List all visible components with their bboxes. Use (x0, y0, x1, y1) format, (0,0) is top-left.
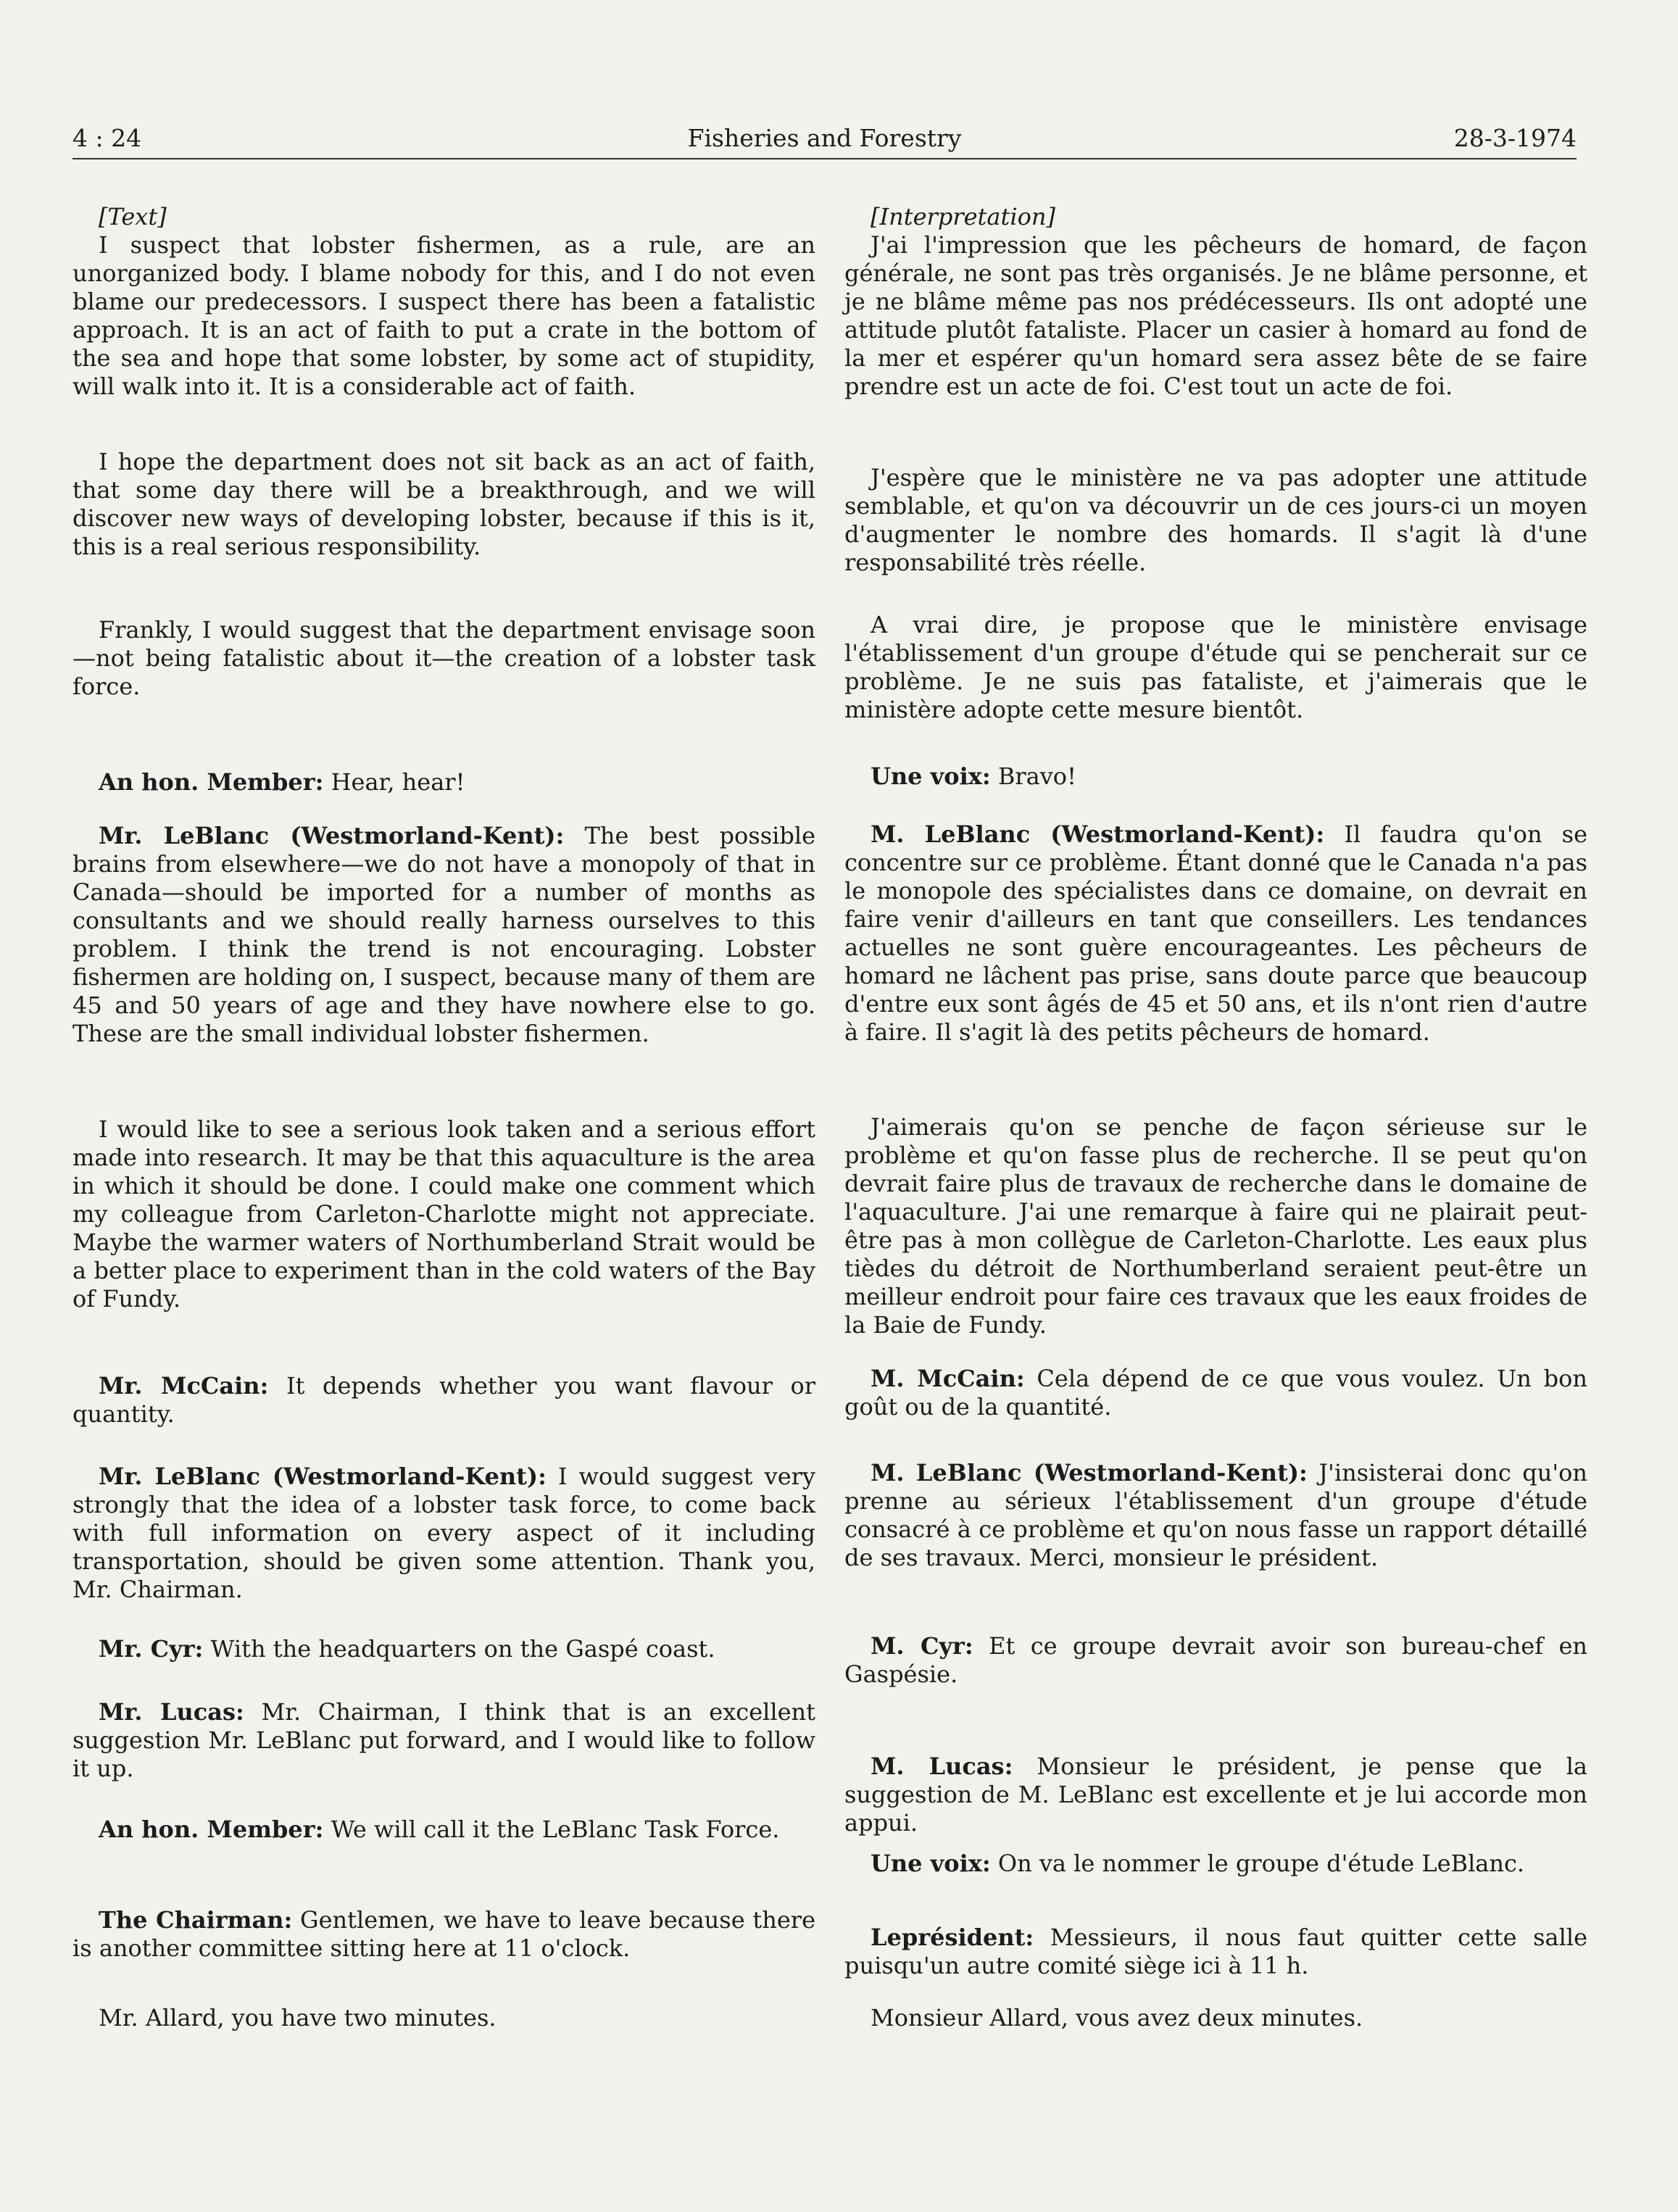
speech-text: The best possible brains from elsewhere—we do not have a monopoly of that in Canada—should be imported for a number of months as consultants and we should really harness ourselves to this problem. I think the trend is not encouraging. Lobster fishermen are holding on, I suspect, because many of them are 45 and 50 years of age and they have nowhere else to go. These are the small individual lobster fishermen. (72, 822, 816, 1047)
speech-block (72, 1698, 815, 1783)
speech-block (72, 1635, 815, 1663)
speaker-name: Mr. LeBlanc (Westmorland-Kent): (99, 822, 565, 849)
speech-block (844, 762, 1587, 791)
speech-block (844, 1850, 1587, 1878)
speech-text: With the headquarters on the Gaspé coast. (203, 1635, 715, 1663)
paragraph-block (72, 448, 815, 561)
speech-block (844, 820, 1587, 1047)
speaker-name: The Chairman: (99, 1906, 293, 1934)
speech-block (844, 1924, 1587, 1980)
speech-block (844, 1365, 1587, 1421)
speaker-name: Mr. Cyr: (99, 1635, 204, 1663)
paragraph: A vrai dire, je propose que le ministère envisage l'établissement d'un groupe d'étude qui se pencherait sur ce problème. Je ne suis pas fataliste, et j'aimerais que le ministère adopte cette mesure bientôt. (844, 611, 1587, 723)
paragraph: J'espère que le ministère ne va pas adopter une attitude semblable, et qu'on va découvrir un de ces jours-ci un moyen d'augmenter le nombre des homards. Il s'agit là d'une responsabilité très réelle. (844, 464, 1587, 576)
paragraph-block (72, 1115, 815, 1313)
speaker-name: Une voix: (871, 762, 991, 790)
paragraph-block (844, 464, 1587, 577)
speech-block (844, 1632, 1587, 1689)
paragraph: I would like to see a serious look taken and a serious effort made into research. It may be that this aquaculture is the area in which it should be done. I could make one comment which my colleague from Carleton-Charlotte might not appreciate. Maybe the warmer waters of Northumberland Strait would be a better place to experiment than in the cold waters of the Bay of Fundy. (72, 1115, 815, 1313)
interpretation-label-block (844, 203, 1587, 401)
speech-text: Gentlemen, we have to leave because there is another committee sitting here at 11 o'clock. (72, 1906, 816, 1962)
paragraph: I hope the department does not sit back as an act of faith, that some day there will be a breakthrough, and we will discover new ways of developing lobster, because if this is it, this is a real serious responsibility. (72, 448, 815, 560)
paragraph-block (72, 2004, 815, 2032)
speaker-name: M. LeBlanc (Westmorland-Kent): (871, 1459, 1308, 1487)
speech-text: J'insisterai donc qu'on prenne au sérieux l'établissement d'un groupe d'étude consacré à ce problème et qu'on nous fasse un rapport détaillé de ses travaux. Merci, monsieur le président. (844, 1459, 1588, 1571)
speaker-name: An hon. Member: (99, 1816, 324, 1843)
paragraph: Monsieur Allard, vous avez deux minutes. (871, 2004, 1363, 2032)
paragraph: Frankly, I would suggest that the department envisage soon—not being fatalistic about it—the creation of a lobster task force. (72, 616, 815, 700)
speech-text: We will call it the LeBlanc Task Force. (323, 1816, 780, 1843)
text-label: [Text] (99, 203, 167, 230)
speech-block (72, 822, 815, 1048)
speaker-name: An hon. Member: (99, 768, 324, 796)
text-label-block (72, 203, 815, 401)
page-header (72, 116, 1577, 159)
page-date: 28-3-1974 (1453, 124, 1577, 152)
paragraph-block (844, 611, 1587, 724)
speech-text: Monsieur le président, je pense que la suggestion de M. LeBlanc est excellente et je lui accorde mon appui. (844, 1752, 1588, 1837)
paragraph-block (844, 2004, 1587, 2032)
speaker-name: Mr. Lucas: (99, 1698, 244, 1726)
speech-text: Mr. Chairman, I think that is an excellent suggestion Mr. LeBlanc put forward, and I would like to follow it up. (72, 1698, 816, 1782)
paragraph-block (72, 616, 815, 701)
page-title: Fisheries and Forestry (687, 124, 962, 152)
speaker-name: M. LeBlanc (Westmorland-Kent): (871, 820, 1325, 848)
speech-text: Il faudra qu'on se concentre sur ce problème. Étant donné que le Canada n'a pas le monopole des spécialistes dans ce domaine, on devrait en faire venir d'ailleurs en tant que conseillers. Les tendances actuelles ne sont guère encourageantes. Les pêcheurs de homard ne lâchent pas prise, sans doute parce que beaucoup d'entre eux sont âgés de 45 et 50 ans, et ils n'ont rien d'autre à faire. Il s'agit là des petits pêcheurs de homard. (844, 820, 1588, 1046)
speech-block (72, 1816, 815, 1844)
speech-block (844, 1459, 1587, 1572)
speech-block (72, 768, 815, 797)
speech-text: Et ce groupe devrait avoir son bureau-chef en Gaspésie. (844, 1632, 1588, 1688)
paragraph: Mr. Allard, you have two minutes. (99, 2004, 497, 2032)
speech-text: I would suggest very strongly that the idea of a lobster task force, to come back with full information on every aspect of it including transportation, should be given some attention. Thank you, Mr. Chairman. (72, 1463, 816, 1603)
speech-text: Cela dépend de ce que vous voulez. Un bon goût ou de la quantité. (844, 1365, 1588, 1421)
speech-block (72, 1906, 815, 1963)
page-number: 4 : 24 (72, 124, 142, 152)
speech-text: It depends whether you want flavour or quantity. (72, 1372, 816, 1428)
paragraph: I suspect that lobster fishermen, as a rule, are an unorganized body. I blame nobody for this, and I do not even blame our predecessors. I suspect there has been a fatalistic approach. It is an act of faith to put a crate in the bottom of the sea and hope that some lobster, by some act of stupidity, will walk into it. It is a considerable act of faith. (72, 231, 815, 400)
paragraph: J'aimerais qu'on se penche de façon sérieuse sur le problème et qu'on fasse plus de recherche. Il se peut qu'on devrait faire plus de travaux de recherche dans le domaine de l'aquaculture. J'ai une remarque à faire qui ne plairait peut-être pas à mon collègue de Carleton-Charlotte. Les eaux plus tièdes du détroit de Northumberland seraient peut-être un meilleur endroit pour faire ces travaux que les eaux froides de la Baie de Fundy. (844, 1113, 1587, 1339)
speaker-name: M. McCain: (871, 1365, 1025, 1392)
paragraph: J'ai l'impression que les pêcheurs de homard, de façon générale, ne sont pas très organisés. Je ne blâme personne, et je ne blâme même pas nos prédécesseurs. Ils ont adopté une attitude plutôt fataliste. Placer un casier à homard au fond de la mer et espérer qu'un homard sera assez bête de se faire prendre est un acte de foi. C'est tout un acte de foi. (844, 231, 1587, 400)
speaker-name: Une voix: (871, 1850, 991, 1877)
speaker-name: Leprésident: (871, 1924, 1034, 1951)
speech-text: Bravo! (990, 762, 1076, 790)
speech-text: Messieurs, il nous faut quitter cette salle puisqu'un autre comité siège ici à 11 h. (844, 1924, 1587, 1979)
speaker-name: Mr. McCain: (99, 1372, 269, 1400)
speech-text: On va le nommer le groupe d'étude LeBlanc. (990, 1850, 1525, 1877)
speaker-name: M. Cyr: (871, 1632, 973, 1660)
speaker-name: Mr. LeBlanc (Westmorland-Kent): (99, 1463, 547, 1490)
paragraph-block (844, 1113, 1587, 1339)
speech-block (72, 1372, 815, 1429)
speech-block (844, 1752, 1587, 1837)
speech-text: Hear, hear! (323, 768, 465, 796)
speech-block (72, 1463, 815, 1604)
interpretation-label: [Interpretation] (871, 203, 1055, 230)
speaker-name: M. Lucas: (871, 1752, 1013, 1780)
